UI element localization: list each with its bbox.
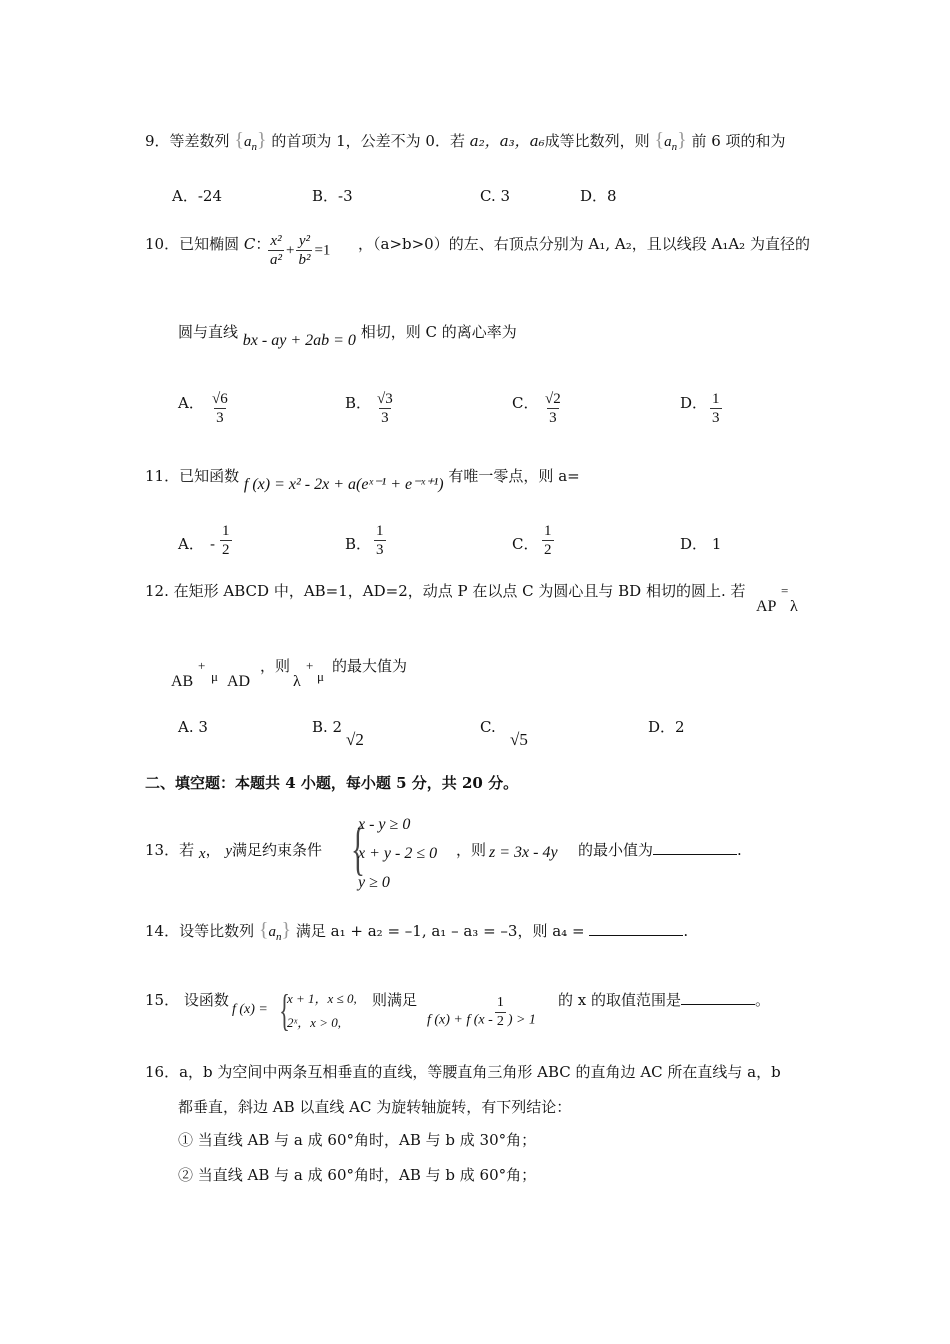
- q13-constraint-2: x + y - 2 ≤ 0: [358, 845, 438, 862]
- q11-number: 11．: [145, 467, 180, 485]
- q11-opt-c-num: 1: [544, 523, 552, 539]
- q9-option-b: B．-3: [312, 187, 353, 205]
- q15-number: 15．: [145, 991, 180, 1009]
- q10-line2-post: 相切，则 C 的离心率为: [360, 323, 517, 341]
- q11-pre: 已知函数: [179, 467, 240, 485]
- q13-dot: .: [737, 841, 742, 859]
- q11-option-a-sign: -: [210, 535, 216, 553]
- q9-mid: 的首项为 1，公差不为 0．若: [271, 132, 470, 150]
- q14-number: 14．: [145, 922, 180, 940]
- q15-case-1: x + 1，x ≤ 0,: [287, 991, 357, 1006]
- q11-stem: [145, 466, 580, 493]
- q12-plus2: +: [306, 658, 314, 673]
- q11-option-a: [178, 534, 204, 554]
- q13-post: [578, 840, 742, 860]
- q12-lambda: λ: [790, 598, 798, 615]
- q11-opt-b-num: 1: [376, 523, 384, 539]
- q11-opt-d-label: D．: [680, 535, 708, 553]
- q11-option-c-frac: [540, 522, 556, 559]
- q13-pre: 若: [179, 841, 195, 859]
- q10-option-d-frac: [708, 390, 724, 427]
- q10-colon: ：: [255, 235, 271, 253]
- q9-mid2: 成等比数列，则: [544, 132, 650, 150]
- q11-opt-a-den: 2: [222, 542, 230, 558]
- q9-a3: a₃，: [499, 132, 530, 150]
- q10-b2: b²: [298, 252, 311, 268]
- q10-pre: 已知椭圆: [179, 235, 244, 253]
- q10-opt-d-den: 3: [712, 410, 720, 426]
- q15-answer-blank[interactable]: [681, 990, 755, 1005]
- q9-stem: [145, 130, 786, 157]
- q11-option-c: [512, 534, 538, 554]
- q12-ad: AD: [227, 673, 251, 690]
- q10-frac-x: [268, 232, 284, 269]
- q15-stem: [145, 990, 229, 1010]
- q13-brace: {: [350, 816, 365, 881]
- q12-then: ，则: [260, 657, 291, 675]
- q12-text: 在矩形 ABCD 中，AB=1，AD=2，动点 P 在以点 C 为圆心且与 BD 相切的圆上. 若: [173, 582, 746, 600]
- q10-opt-c-num: √2: [545, 391, 561, 407]
- q14-dot: .: [683, 922, 689, 940]
- q9-seq-sub2: n: [671, 141, 678, 153]
- q15-end: 。: [755, 991, 771, 1009]
- q9-post: 前 6 项的和为: [691, 132, 786, 150]
- q10-frac-y: [296, 232, 312, 269]
- q12-number: 12.: [145, 582, 169, 600]
- q15-mid: 则满足: [372, 991, 418, 1009]
- q12-option-c: C.: [480, 718, 496, 736]
- q10-opt-d-label: D．: [680, 394, 708, 412]
- q13-cond-text: 满足约束条件: [232, 841, 323, 859]
- q9-seq-sub: n: [251, 141, 257, 153]
- q15-case-2: 2ˣ，x > 0,: [287, 1015, 341, 1030]
- q12-option-b: B. 2: [312, 718, 343, 736]
- q12-lambda2: λ: [293, 673, 301, 690]
- q13-comma: ，: [205, 841, 221, 859]
- q9-seq: a: [243, 134, 252, 150]
- q11-opt-c-den: 2: [544, 542, 552, 558]
- q12-ap: AP: [756, 598, 777, 615]
- q13-stem: [145, 840, 322, 861]
- q11-option-a-frac: [218, 522, 234, 559]
- q13-y: y: [225, 843, 233, 859]
- q15-ineq-left: f (x) + f (x -: [427, 1012, 493, 1028]
- q10-opt-a-den: 3: [216, 410, 224, 426]
- q11-opt-a-num: 1: [222, 523, 230, 539]
- q12-stem: [145, 581, 746, 601]
- q11-option-b: [345, 534, 371, 554]
- q10-line2-pre: 圆与直线: [178, 323, 239, 341]
- q16-item-1: ① 当直线 AB 与 a 成 60°角时，AB 与 b 成 30°角；: [178, 1131, 537, 1149]
- q16-line-1: [145, 1062, 781, 1082]
- q13-number: 13．: [145, 841, 180, 859]
- q15-post-text: 的 x 的取值范围是: [558, 991, 681, 1009]
- q15-half-den: 2: [496, 1014, 504, 1029]
- q10-opt-c-label: C．: [512, 394, 539, 412]
- q10-option-b: [345, 393, 371, 413]
- q13-then: ，则: [456, 841, 487, 859]
- q12-option-b-rad: √2: [346, 730, 364, 749]
- q13-post-text: 的最小值为: [578, 841, 654, 859]
- q16-number: 16．: [145, 1063, 180, 1081]
- q9-number: 9．: [145, 132, 170, 150]
- q10-option-a-frac: [208, 390, 232, 427]
- q10-opt-b-den: 3: [381, 410, 389, 426]
- q12-plus1: +: [198, 658, 206, 673]
- q10-opt-c-den: 3: [549, 410, 557, 426]
- q10-line-eq: bx - ay + 2ab = 0: [242, 332, 356, 349]
- q10-option-b-frac: [373, 390, 397, 427]
- q15-half-num: 1: [496, 995, 504, 1010]
- q10-cond: ，（a>b>0）的左、右顶点分别为 A₁, A₂，且以线段 A₁A₂ 为直径的: [358, 235, 810, 253]
- q9-option-d: D．8: [580, 187, 617, 205]
- q12-option-d: D．2: [648, 718, 685, 736]
- q9-brace-open: {: [234, 129, 244, 151]
- q14-brace-open: {: [258, 919, 269, 941]
- q10-option-d: [680, 393, 707, 413]
- q10-eq1: =1: [314, 242, 331, 259]
- q11-option-b-frac: [372, 522, 388, 559]
- q15-pre: 设函数: [183, 991, 229, 1009]
- q11-post: 有唯一零点，则 a=: [448, 467, 580, 485]
- q9-brace-close: }: [256, 129, 267, 151]
- q9-brace-close2: }: [677, 129, 687, 151]
- q13-x: x: [198, 846, 206, 862]
- q10-ellipse-eq: [266, 232, 330, 269]
- q10-option-c-frac: [541, 390, 565, 427]
- q11-opt-c-label: C．: [512, 535, 539, 553]
- q9-text: 等差数列: [169, 132, 230, 150]
- q10-option-a: [178, 393, 204, 413]
- q13-answer-blank[interactable]: [653, 840, 737, 855]
- q10-a2: a²: [270, 252, 282, 268]
- q11-opt-b-den: 3: [376, 542, 384, 558]
- q15-ineq: [427, 995, 536, 1039]
- q10-plus: +: [286, 242, 295, 259]
- q14-pre: 设等比数列: [179, 922, 255, 940]
- q15-post: [558, 990, 770, 1010]
- q10-y2: y²: [298, 233, 311, 249]
- q16-line-2: 都垂直，斜边 AB 以直线 AC 为旋转轴旋转，有下列结论：: [178, 1098, 572, 1116]
- q13-objective: z = 3x - 4y: [489, 844, 558, 861]
- q11-opt-a-label: A．: [178, 535, 204, 553]
- q14-answer-blank[interactable]: [589, 921, 683, 936]
- q10-option-c: [512, 393, 538, 413]
- q14-stem: [145, 920, 688, 947]
- q12-option-c-rad: √5: [510, 730, 528, 749]
- q10-opt-b-num: √3: [377, 391, 393, 407]
- q9-option-c: C. 3: [480, 187, 511, 205]
- q12-mu2: μ: [317, 669, 324, 684]
- q16-line1-text: a，b 为空间中两条互相垂直的直线，等腰直角三角形 ABC 的直角边 AC 所在直线与 a，b: [179, 1063, 781, 1081]
- q15-brace: {: [279, 986, 290, 1035]
- q11-opt-b-label: B．: [345, 535, 372, 553]
- q14-seq: a: [268, 924, 276, 940]
- q14-seq-sub: n: [276, 931, 282, 943]
- q15-ineq-right: ) > 1: [507, 1012, 536, 1028]
- q12-mu1: μ: [211, 669, 218, 684]
- q10-opt-a-num: √6: [212, 391, 228, 407]
- q9-a2: a₂，: [469, 132, 500, 150]
- q10-x2: x²: [270, 233, 282, 249]
- q12-option-a: A. 3: [178, 718, 208, 736]
- q16-item-2: ② 当直线 AB 与 a 成 60°角时，AB 与 b 成 60°角；: [178, 1166, 537, 1184]
- q10-stem: [145, 234, 270, 254]
- q12-ab: AB: [171, 673, 194, 690]
- q13-constraint-3: y ≥ 0: [358, 874, 390, 891]
- q11-func: f (x) = x² - 2x + a(eˣ⁻¹ + e⁻ˣ⁺¹): [243, 476, 444, 493]
- q9-option-a: A．-24: [172, 187, 222, 205]
- q11-opt-d-value: 1: [711, 535, 722, 553]
- q10-c: C: [243, 235, 256, 253]
- q9-a6: a₆: [529, 132, 545, 150]
- section-2-heading: 二、填空题：本题共 4 小题，每小题 5 分，共 20 分。: [145, 774, 519, 792]
- q13-constraint-1: x - y ≥ 0: [358, 816, 411, 833]
- q9-seq2: a: [664, 134, 672, 150]
- q14-brace-close: }: [281, 919, 292, 941]
- q12-eq: =: [781, 583, 789, 598]
- q14-cond: 满足 a₁ + a₂ = –1, a₁ – a₃ = –3，则 a₄ =: [295, 922, 585, 940]
- q10-line2: [178, 322, 517, 349]
- q10-number: 10．: [145, 235, 180, 253]
- q10-opt-a-label: A．: [178, 394, 204, 412]
- q12-post: 的最大值为: [332, 657, 408, 675]
- q10-opt-b-label: B．: [345, 394, 372, 412]
- q15-fx: f (x) =: [232, 1002, 268, 1017]
- q9-brace-open2: {: [654, 129, 665, 151]
- q11-option-d: [680, 534, 721, 554]
- q10-opt-d-num: 1: [712, 391, 720, 407]
